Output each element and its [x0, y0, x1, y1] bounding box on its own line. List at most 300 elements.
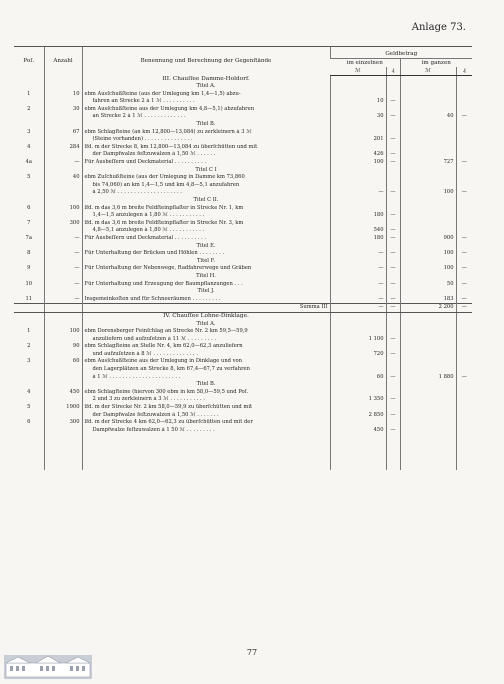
sum-total-pf: —	[456, 304, 472, 313]
cell-empty	[456, 76, 472, 84]
table-row	[14, 106, 472, 114]
cell-empty	[456, 167, 472, 175]
row-total-pf	[456, 351, 472, 359]
titel-label: Titel B.	[82, 121, 330, 129]
row-total-amount	[400, 129, 456, 137]
row-single-amount	[330, 404, 386, 412]
row-single-amount	[330, 182, 386, 190]
row-single-amount: 426	[330, 151, 386, 159]
cell-empty	[386, 121, 400, 129]
row-single-amount	[330, 358, 386, 366]
cell-empty	[400, 167, 456, 175]
cell-empty	[400, 121, 456, 129]
row-total-amount: 900	[400, 235, 456, 243]
cell-empty	[386, 197, 400, 205]
cell-empty	[330, 273, 386, 281]
cell-empty	[400, 434, 456, 470]
row-single-amount	[330, 205, 386, 213]
titel-row	[14, 197, 472, 205]
row-total-pf: —	[456, 113, 472, 121]
row-total-pf	[456, 220, 472, 228]
cell-empty	[44, 258, 82, 266]
row-single-pf: —	[386, 159, 400, 167]
row-single-pf: —	[386, 212, 400, 220]
row-description: ebm Schlagſteine (an km 12,800—13,084) zu zerkleinern à 3 ℳ	[82, 129, 330, 137]
titel-label: Titel E.	[82, 243, 330, 251]
cell-empty	[456, 288, 472, 296]
cell-empty	[400, 321, 456, 329]
row-position	[14, 412, 44, 420]
titel-row	[14, 321, 472, 329]
table-row	[14, 136, 472, 144]
table-row	[14, 389, 472, 397]
row-single-pf: —	[386, 396, 400, 404]
row-single-pf: —	[386, 351, 400, 359]
row-single-amount: —	[330, 265, 386, 273]
row-single-pf	[386, 404, 400, 412]
row-total-amount	[400, 427, 456, 435]
row-single-amount: 720	[330, 351, 386, 359]
row-single-pf: —	[386, 427, 400, 435]
row-single-amount	[330, 144, 386, 152]
annex-label: Anlage 73.	[411, 22, 466, 33]
row-single-pf: —	[386, 281, 400, 289]
row-total-amount	[400, 106, 456, 114]
row-position: 4	[27, 143, 31, 150]
row-total-amount	[400, 151, 456, 159]
row-position: 9	[27, 265, 31, 272]
row-total-pf	[456, 98, 472, 106]
cell-empty	[330, 121, 386, 129]
row-single-amount: —	[330, 296, 386, 304]
row-single-pf	[386, 328, 400, 336]
cell-empty	[14, 312, 44, 320]
row-total-pf	[456, 336, 472, 344]
row-position	[14, 427, 44, 435]
cell-empty	[456, 121, 472, 129]
header-single: im einzelnen	[330, 59, 400, 68]
titel-label: Titel A.	[82, 321, 330, 329]
row-single-pf	[386, 366, 400, 374]
cell-empty	[14, 83, 44, 91]
cell-empty	[386, 434, 400, 470]
cell-empty	[14, 76, 44, 84]
row-single-amount: 180	[330, 212, 386, 220]
row-quantity	[44, 136, 82, 144]
row-single-amount: 180	[330, 235, 386, 243]
ledger-table	[14, 46, 472, 470]
cell-empty	[400, 243, 456, 251]
cell-empty	[386, 167, 400, 175]
row-total-pf	[456, 205, 472, 213]
row-quantity	[44, 412, 82, 420]
row-total-pf	[456, 106, 472, 114]
ledger-body	[14, 76, 472, 471]
cell-empty	[386, 288, 400, 296]
row-total-pf	[456, 343, 472, 351]
row-single-amount: —	[330, 250, 386, 258]
row-single-pf	[386, 182, 400, 190]
table-row	[14, 91, 472, 99]
cell-empty	[400, 83, 456, 91]
table-row	[14, 351, 472, 359]
table-row	[14, 129, 472, 137]
row-description: ebm Ausſchußſteine (aus der Umlegung km 1,4—1,5) abzu-	[82, 91, 330, 99]
row-single-amount	[330, 389, 386, 397]
cell-empty	[400, 76, 456, 84]
row-quantity: 40	[44, 174, 82, 182]
row-position: 4a	[25, 159, 32, 166]
row-description: den Lagerplätzen an Strecke 8, km 67,4—67,7 zu verfahren	[82, 366, 330, 374]
titel-row	[14, 381, 472, 389]
row-position	[14, 182, 44, 190]
sum-row	[14, 304, 472, 313]
sum-single-pf: —	[386, 304, 400, 313]
cell-empty	[386, 273, 400, 281]
row-single-pf	[386, 129, 400, 137]
row-total-amount	[400, 351, 456, 359]
row-quantity: 30	[44, 106, 82, 114]
row-total-amount	[400, 343, 456, 351]
row-quantity	[44, 189, 82, 197]
cell-empty	[400, 312, 456, 320]
table-row	[14, 227, 472, 235]
row-single-pf: —	[386, 250, 400, 258]
cell-empty	[44, 167, 82, 175]
row-position	[14, 336, 44, 344]
row-quantity	[44, 98, 82, 106]
row-total-amount	[400, 136, 456, 144]
row-position: 8	[27, 250, 31, 257]
row-total-pf	[456, 328, 472, 336]
table-row	[14, 113, 472, 121]
row-single-amount: 1 100	[330, 336, 386, 344]
cell-empty	[14, 381, 44, 389]
row-single-pf	[386, 343, 400, 351]
row-single-pf: —	[386, 336, 400, 344]
row-single-amount	[330, 366, 386, 374]
cell-empty	[386, 243, 400, 251]
table-row	[14, 281, 472, 289]
row-quantity: 1900	[44, 404, 82, 412]
row-quantity	[44, 366, 82, 374]
row-quantity: 450	[44, 389, 82, 397]
row-description: Für Ausbeſſern und Deckmaterial . . . . . . . . . .	[82, 159, 330, 167]
sum-single: —	[330, 304, 386, 313]
row-description: anzuliefern und aufzuſetzen à 11 ℳ . . . . . . . . .	[82, 336, 330, 344]
row-description: lfd. m der Strecke 4 km 62,0—62,3 zu überſchütten und mit der	[82, 419, 330, 427]
row-description: und aufzuſetzen à 8 ℳ . . . . . . . . . . . . . .	[82, 351, 330, 359]
row-description: lfd. m das 3,6 m breite Feldſteinpflaſter in Strecke Nr. 1, km	[82, 205, 330, 213]
table-row	[14, 189, 472, 197]
cell-empty	[14, 321, 44, 329]
row-total-pf	[456, 389, 472, 397]
titel-label: Titel J.	[82, 288, 330, 296]
row-total-amount	[400, 98, 456, 106]
table-end-row	[14, 434, 472, 470]
row-single-amount	[330, 106, 386, 114]
row-single-pf	[386, 91, 400, 99]
row-total-amount	[400, 227, 456, 235]
row-total-amount	[400, 205, 456, 213]
row-description: lfd. m der Strecke Nr. 2 km 58,0—59,9 zu überſchütten und mit	[82, 404, 330, 412]
cell-empty	[400, 381, 456, 389]
row-single-pf	[386, 106, 400, 114]
row-position	[14, 136, 44, 144]
row-quantity: —	[44, 159, 82, 167]
section-title: III. Chauſſee Damme-Holdorf.	[82, 76, 330, 84]
row-description: ebm Schlagſteine an Stelle Nr. 4, km 62,0—62,3 anzuliefern	[82, 343, 330, 351]
row-position	[14, 98, 44, 106]
row-quantity: 67	[44, 129, 82, 137]
row-total-pf: —	[456, 189, 472, 197]
cell-empty	[456, 312, 472, 320]
cell-empty	[456, 197, 472, 205]
row-total-amount	[400, 328, 456, 336]
row-single-amount: —	[330, 281, 386, 289]
cell-empty	[44, 321, 82, 329]
header-description: Benennung und Berechnung der Gegenſtände	[82, 47, 330, 76]
table-row	[14, 212, 472, 220]
row-single-amount: 201	[330, 136, 386, 144]
cell-empty	[14, 197, 44, 205]
cell-empty	[330, 83, 386, 91]
row-total-amount: 40	[400, 113, 456, 121]
cell-empty	[400, 197, 456, 205]
cell-empty	[44, 121, 82, 129]
row-position	[14, 374, 44, 382]
titel-row	[14, 83, 472, 91]
row-single-amount: 30	[330, 113, 386, 121]
row-position: 11	[25, 295, 33, 302]
row-position	[14, 227, 44, 235]
cell-empty	[14, 273, 44, 281]
cell-empty	[386, 83, 400, 91]
cell-empty	[386, 381, 400, 389]
row-single-pf	[386, 358, 400, 366]
row-total-amount: 50	[400, 281, 456, 289]
row-single-pf: —	[386, 189, 400, 197]
cell-empty	[44, 76, 82, 84]
row-position: 4	[27, 388, 31, 395]
titel-row	[14, 121, 472, 129]
row-quantity: 90	[44, 343, 82, 351]
row-description: fahren an Strecke 2 à 1 ℳ . . . . . . . . . .	[82, 98, 330, 106]
cell-empty	[330, 288, 386, 296]
row-single-amount	[330, 174, 386, 182]
row-total-amount	[400, 419, 456, 427]
row-total-amount	[400, 220, 456, 228]
cell-empty	[44, 197, 82, 205]
row-description: ebm Schlagſteine (hiervon 300 ebm in km 58,0—59,5 und Poſ.	[82, 389, 330, 397]
row-total-pf	[456, 227, 472, 235]
row-total-pf	[456, 412, 472, 420]
table-row	[14, 412, 472, 420]
row-single-amount: 100	[330, 159, 386, 167]
row-single-pf: —	[386, 412, 400, 420]
row-position: 5	[27, 174, 31, 181]
header-total: im ganzen	[400, 59, 472, 68]
cell-empty	[330, 167, 386, 175]
cell-empty	[456, 243, 472, 251]
row-single-amount: 450	[330, 427, 386, 435]
row-position: 5	[27, 404, 31, 411]
cell-empty	[14, 434, 44, 470]
table-row	[14, 374, 472, 382]
row-total-amount	[400, 212, 456, 220]
row-quantity	[44, 427, 82, 435]
header-pos: Poſ.	[14, 47, 44, 76]
titel-label: Titel H.	[82, 273, 330, 281]
row-description: ebm Ausſchußſteine aus der Umlegung in Dinklage und von	[82, 358, 330, 366]
table-row	[14, 328, 472, 336]
row-quantity: 300	[44, 220, 82, 228]
row-single-pf: —	[386, 136, 400, 144]
row-total-pf	[456, 151, 472, 159]
cell-empty	[330, 434, 386, 470]
row-single-pf: —	[386, 98, 400, 106]
row-total-amount	[400, 404, 456, 412]
header-pf-single: ₰	[386, 67, 400, 76]
row-total-amount	[400, 336, 456, 344]
cell-empty	[456, 83, 472, 91]
row-total-pf: —	[456, 235, 472, 243]
row-total-pf: —	[456, 159, 472, 167]
titel-row	[14, 167, 472, 175]
titel-row	[14, 258, 472, 266]
row-total-amount	[400, 366, 456, 374]
cell-empty	[14, 243, 44, 251]
cell-empty	[44, 381, 82, 389]
table-row	[14, 235, 472, 243]
sum-total: 2 200	[400, 304, 456, 313]
row-total-pf	[456, 182, 472, 190]
row-description: Für Ausbeſſern und Deckmaterial . . . . . . . . . .	[82, 235, 330, 243]
header-amount: Geldbetrag	[330, 47, 472, 59]
cell-empty	[330, 312, 386, 320]
row-description: der Dampfwalze feſtzuwalzen à 1,50 ℳ . . . . . .	[82, 151, 330, 159]
row-single-amount	[330, 129, 386, 137]
row-description: lfd. m das 3,6 m breite Feldſteinpflaſter in Strecke Nr. 3, km	[82, 220, 330, 228]
row-single-amount: —	[330, 189, 386, 197]
row-quantity: 100	[44, 328, 82, 336]
row-quantity	[44, 151, 82, 159]
section-header-row	[14, 76, 472, 84]
row-position: 2	[27, 343, 31, 350]
row-quantity: 300	[44, 419, 82, 427]
row-description: ebm Ausſchußſteine aus der Umlegung km 4,8—5,1) abzufahren	[82, 106, 330, 114]
row-total-amount: 100	[400, 250, 456, 258]
row-total-pf	[456, 427, 472, 435]
titel-label: Titel C I	[82, 167, 330, 175]
cell-empty	[44, 243, 82, 251]
row-single-pf: —	[386, 151, 400, 159]
row-total-pf	[456, 366, 472, 374]
cell-empty	[400, 273, 456, 281]
row-quantity: —	[44, 250, 82, 258]
header-mark-single: ℳ	[330, 67, 386, 76]
cell-empty	[44, 273, 82, 281]
row-total-pf	[456, 144, 472, 152]
row-quantity: 60	[44, 358, 82, 366]
row-single-pf: —	[386, 296, 400, 304]
titel-label: Titel A.	[82, 83, 330, 91]
row-quantity: 100	[44, 205, 82, 213]
row-quantity	[44, 212, 82, 220]
cell-empty	[456, 381, 472, 389]
sum-label: Summa III	[82, 304, 330, 313]
row-single-pf	[386, 144, 400, 152]
titel-row	[14, 288, 472, 296]
row-single-pf: —	[386, 265, 400, 273]
cell-empty	[44, 83, 82, 91]
row-description: 1,4—1,5 anzulegen à 1,80 ℳ . . . . . . . . . . .	[82, 212, 330, 220]
table-row	[14, 159, 472, 167]
section-header-row	[14, 312, 472, 320]
row-total-amount: 727	[400, 159, 456, 167]
row-total-amount	[400, 182, 456, 190]
row-total-pf	[456, 136, 472, 144]
cell-empty	[330, 381, 386, 389]
row-total-amount	[400, 412, 456, 420]
cell-empty	[44, 434, 82, 470]
row-quantity: 284	[44, 144, 82, 152]
row-single-pf	[386, 220, 400, 228]
cell-empty	[330, 321, 386, 329]
row-description: Insgemeinkoſten und für Schneeräumen . . . . . . . . .	[82, 296, 330, 304]
titel-label: Titel C II.	[82, 197, 330, 205]
row-quantity: —	[44, 265, 82, 273]
cell-empty	[14, 121, 44, 129]
titel-label: Titel B.	[82, 381, 330, 389]
row-single-pf	[386, 174, 400, 182]
row-total-pf: —	[456, 265, 472, 273]
row-position: 7a	[25, 234, 32, 241]
table-row	[14, 265, 472, 273]
row-single-amount	[330, 343, 386, 351]
cell-empty	[14, 258, 44, 266]
row-position	[14, 113, 44, 121]
table-row	[14, 250, 472, 258]
row-single-amount: 540	[330, 227, 386, 235]
table-row	[14, 358, 472, 366]
row-total-pf	[456, 419, 472, 427]
row-quantity	[44, 182, 82, 190]
row-description: Dampfwalze feſtzuwalzen à 1 50 ℳ . . . . . . . . .	[82, 427, 330, 435]
row-position: 6	[27, 419, 31, 426]
cell-empty	[44, 312, 82, 320]
row-position	[14, 212, 44, 220]
row-description: ebm Dorensberger Feinſchlag an Strecke Nr. 2 km 59,5—59,9	[82, 328, 330, 336]
row-single-pf	[386, 419, 400, 427]
row-single-pf	[386, 389, 400, 397]
row-total-amount: 1 880	[400, 374, 456, 382]
table-row	[14, 151, 472, 159]
table-row	[14, 366, 472, 374]
row-position	[14, 396, 44, 404]
table-row	[14, 396, 472, 404]
row-quantity: —	[44, 235, 82, 243]
row-description: à 2,50 ℳ . . . . . . . . . . . . . . . . . . . .	[82, 189, 330, 197]
row-quantity: 10	[44, 91, 82, 99]
table-row	[14, 144, 472, 152]
titel-row	[14, 243, 472, 251]
table-row	[14, 404, 472, 412]
row-description: 2 und 3 zu zerkleinern à 3 ℳ . . . . . . . . . . .	[82, 396, 330, 404]
row-quantity: —	[44, 281, 82, 289]
row-total-pf	[456, 174, 472, 182]
row-single-amount: 10	[330, 98, 386, 106]
